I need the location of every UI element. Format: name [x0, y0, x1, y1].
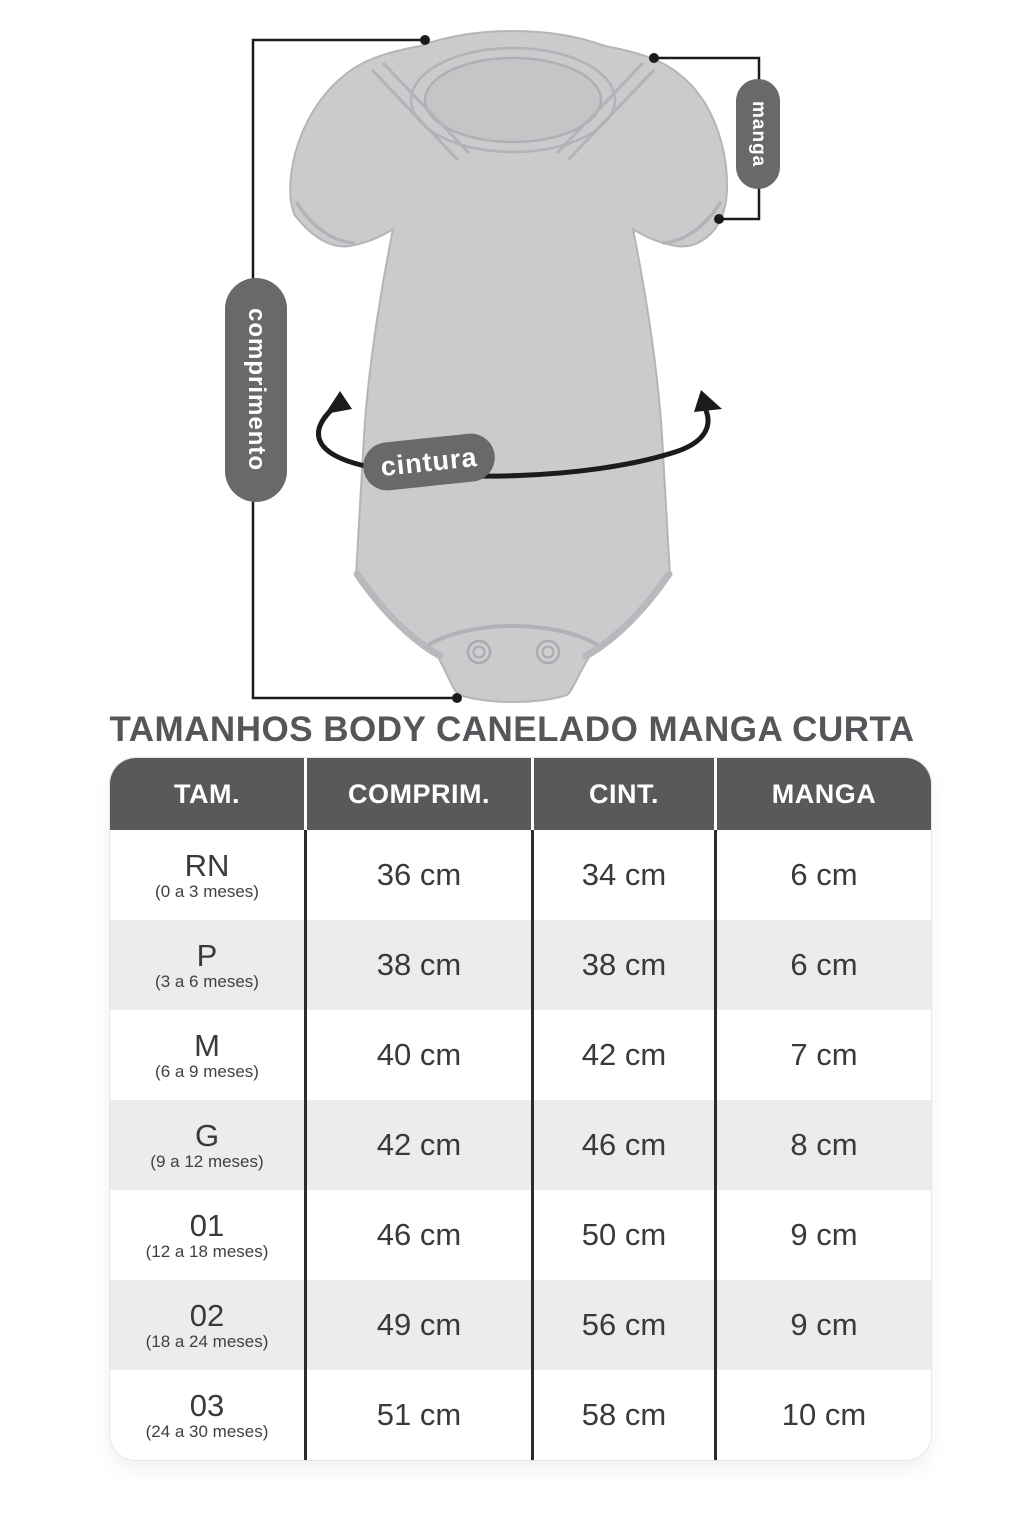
sleeve-value: 7 cm	[714, 1010, 931, 1100]
bodysuit-illustration	[0, 0, 1024, 712]
length-value: 51 cm	[304, 1370, 531, 1460]
waist-value: 46 cm	[531, 1100, 714, 1190]
size-label: 01	[189, 1208, 225, 1243]
arrow-right-icon	[694, 390, 722, 412]
length-value: 49 cm	[304, 1280, 531, 1370]
table-row	[110, 1190, 931, 1280]
column-header-cint: CINT.	[531, 758, 714, 830]
length-value: 46 cm	[304, 1190, 531, 1280]
table-row	[110, 830, 931, 920]
size-cell	[110, 830, 304, 920]
size-table	[110, 758, 931, 1460]
garment-figure	[0, 0, 1024, 712]
length-value: 38 cm	[304, 920, 531, 1010]
size-cell	[110, 1100, 304, 1190]
sleeve-label: manga	[736, 79, 780, 189]
sleeve-value: 9 cm	[714, 1190, 931, 1280]
waist-value: 34 cm	[531, 830, 714, 920]
size-cell	[110, 920, 304, 1010]
sleeve-value: 6 cm	[714, 830, 931, 920]
waist-value: 38 cm	[531, 920, 714, 1010]
age-range: (12 a 18 meses)	[145, 1242, 269, 1261]
age-range: (24 a 30 meses)	[145, 1422, 269, 1441]
sleeve-value: 9 cm	[714, 1280, 931, 1370]
waist-value: 56 cm	[531, 1280, 714, 1370]
size-cell	[110, 1370, 304, 1460]
table-header-row	[110, 758, 931, 830]
size-cell	[110, 1010, 304, 1100]
length-label: comprimento	[225, 278, 287, 502]
age-range: (18 a 24 meses)	[145, 1332, 269, 1351]
table-row	[110, 1370, 931, 1460]
table-row	[110, 1280, 931, 1370]
age-range: (6 a 9 meses)	[155, 1062, 259, 1081]
size-label: RN	[184, 848, 230, 883]
age-range: (9 a 12 meses)	[150, 1152, 264, 1171]
age-range: (0 a 3 meses)	[155, 882, 259, 901]
size-label: M	[194, 1028, 220, 1063]
size-label: P	[196, 938, 218, 973]
page-title: TAMANHOS BODY CANELADO MANGA CURTA	[109, 710, 915, 749]
snap-button	[468, 641, 490, 663]
length-value: 40 cm	[304, 1010, 531, 1100]
column-header-manga: MANGA	[714, 758, 931, 830]
waist-value: 50 cm	[531, 1190, 714, 1280]
size-label: 03	[189, 1388, 225, 1423]
table-row	[110, 920, 931, 1010]
size-cell	[110, 1190, 304, 1280]
sleeve-value: 10 cm	[714, 1370, 931, 1460]
sleeve-value: 6 cm	[714, 920, 931, 1010]
waist-value: 42 cm	[531, 1010, 714, 1100]
length-value: 42 cm	[304, 1100, 531, 1190]
size-cell	[110, 1280, 304, 1370]
column-header-comprim: COMPRIM.	[304, 758, 531, 830]
sleeve-value: 8 cm	[714, 1100, 931, 1190]
arrow-left-icon	[325, 391, 352, 414]
bodysuit-shape	[290, 31, 727, 702]
length-value: 36 cm	[304, 830, 531, 920]
age-range: (3 a 6 meses)	[155, 972, 259, 991]
column-header-tam: TAM.	[174, 778, 240, 809]
snap-button	[537, 641, 559, 663]
waist-label: cintura	[361, 431, 497, 493]
size-label: G	[194, 1118, 220, 1153]
table-row	[110, 1010, 931, 1100]
waist-value: 58 cm	[531, 1370, 714, 1460]
size-label: 02	[189, 1298, 225, 1333]
table-row	[110, 1100, 931, 1190]
